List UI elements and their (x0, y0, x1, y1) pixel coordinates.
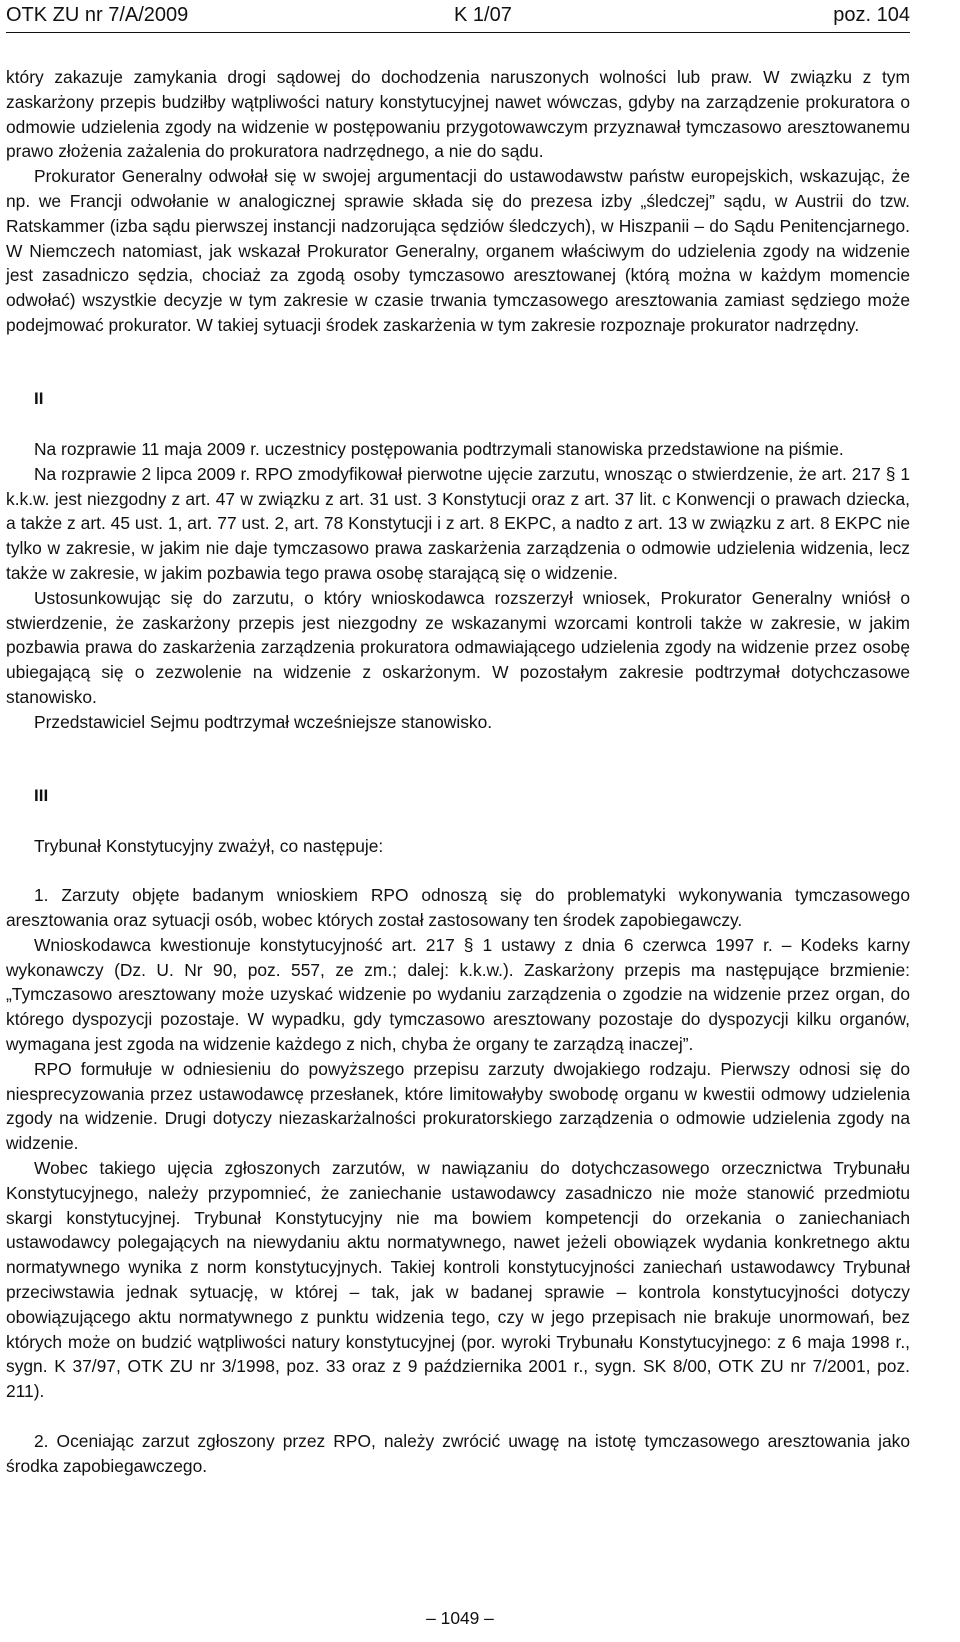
page-number: – 1049 – (426, 1608, 494, 1628)
spacer (6, 759, 910, 784)
document-body (6, 65, 910, 1478)
spacer (6, 338, 910, 363)
paragraph: Przedstawiciel Sejmu podtrzymał wcześniejsze stanowisko. (34, 711, 493, 732)
section-heading: III (34, 786, 49, 806)
paragraph: Ustosunkowując się do zarzutu, o który wnioskodawca rozszerzył wniosek, Prokurator Generalny wniósł o stwierdzenie, że zaskarżony przepis jest niezgodny ze wskazanymi wzorcami kontroli także w zakresie, w jakim pozbawia prawa do zaskarżenia zarządzenia prokuratora odmawiającego udzielenia zgody na widzenie przez osobę ubiegającą się o zezwolenie na widzenie z oskarżonym. W pozostałym zakresie podtrzymał dotychczasowe stanowisko. (6, 587, 910, 707)
running-header (6, 0, 910, 33)
position-number: poz. 104 (833, 4, 910, 26)
spacer (6, 859, 910, 884)
paragraph: który zakazuje zamykania drogi sądowej do dochodzenia naruszonych wolności lub praw. W związku z tym zaskarżony przepis budziłby wątpliwości natury konstytucyjnej nawet wówczas, gdyby na zarządzenie prokuratora o odmowie udzielenia zgody na widzenie w postępowaniu przygotowawczym przyznawał tymczasowo aresztowanemu prawo złożenia zażalenia do prokuratora nadrzędnego, a nie do sądu. (6, 67, 910, 162)
spacer (6, 1404, 910, 1429)
paragraph: 1. Zarzuty objęte badanym wnioskiem RPO odnoszą się do problematyki wykonywania tymczasowego aresztowania oraz sytuacji osób, wobec których został zastosowany ten środek zapobiegawczy. (6, 885, 910, 931)
paragraph: Na rozprawie 2 lipca 2009 r. RPO zmodyfikował pierwotne ujęcie zarzutu, wnosząc o stwierdzenie, że art. 217 § 1 k.k.w. jest niezgodny z art. 47 w związku z art. 31 ust. 3 Konstytucji oraz z art. 37 lit. c Konwencji o prawach dziecka, a także z art. 45 ust. 1, art. 77 ust. 2, art. 78 Konstytucji i z art. 8 EKPC, a nadto z art. 13 w związku z art. 8 EKPC nie tylko w zakresie, w jakim nie daje tymczasowo prawa zaskarżenia zarządzenia o odmowie udzielenia widzenia, lecz także w zakresie, w jakim pozbawia tego prawa osobę starającą się o widzenie. (6, 463, 910, 583)
journal-reference: OTK ZU nr 7/A/2009 (6, 4, 189, 26)
spacer (6, 363, 910, 388)
case-signature: K 1/07 (454, 4, 512, 26)
paragraph: Na rozprawie 11 maja 2009 r. uczestnicy postępowania podtrzymali stanowiska przedstawione na piśmie. (34, 438, 844, 459)
paragraph: RPO formułuje w odniesieniu do powyższego przepisu zarzuty dwojakiego rodzaju. Pierwszy odnosi się do niesprecyzowania przez ustawodawcę przesłanek, które limitowałyby swobodę organu w kwestii odmowy udzielenia zgody na widzenie. Drugi dotyczy niezaskarżalności prokuratorskiego zarządzenia o odmowie udzielenia zgody na widzenie. (6, 1058, 910, 1154)
paragraph: Prokurator Generalny odwołał się w swojej argumentacji do ustawodawstw państw europejskich, wskazując, że np. we Francji odwołanie w analogicznej sprawie składa się do prezesa izby „śledczej” sądu, w Austrii do tzw. Ratskammer (izba sądu pierwszej instancji nadzorująca sędziów śledczych), w Hiszpanii – do Sądu Penitencjarnego. W Niemczech natomiast, jak wskazał Prokurator Generalny, organem właściwym do udzielenia zgody na widzenie jest zasadniczo sędzia, chociaż za zgodą osoby tymczasowo aresztowanej (którą można w każdym momencie odwołać) wszystkie decyzje w tym zakresie w czasie trwania tymczasowego aresztowania zamiast sędziego może podejmować prokurator. W takiej sytuacji środek zaskarżenia w tym zakresie rozpoznaje prokurator nadrzędny. (6, 166, 910, 335)
paragraph: Wobec takiego ujęcia zgłoszonych zarzutów, w nawiązaniu do dotychczasowego orzecznictwa Trybunału Konstytucyjnego, należy przypomnieć, że zaniechanie ustawodawcy zasadniczo nie może stanowić przedmiotu skargi konstytucyjnej. Trybunał Konstytucyjny nie ma bowiem kompetencji do orzekania o zaniechaniach ustawodawcy polegających na niewydaniu aktu normatywnego, nawet jeżeli obowiązek wydania konkretnego aktu normatywnego wynika z norm konstytucyjnych. Takiej kontroli konstytucyjności zaniechań ustawodawcy Trybunał przeciwstawia jednak sytuację, w której – tak, jak w badanej sprawie – kontrola konstytucyjności dotyczy obowiązującego aktu normatywnego z punktu widzenia tego, czy w jego przepisach nie brakuje unormowań, bez których może on budzić wątpliwości natury konstytucyjnej (por. wyroki Trybunału Konstytucyjnego: z 6 maja 1998 r., sygn. K 37/97, OTK ZU nr 3/1998, poz. 33 oraz z 9 października 2001 r., sygn. SK 8/00, OTK ZU nr 7/2001, poz. 211). (6, 1158, 910, 1402)
paragraph: Wnioskodawca kwestionuje konstytucyjność art. 217 § 1 ustawy z dnia 6 czerwca 1997 r. – Kodeks karny wykonawczy (Dz. U. Nr 90, poz. 557, ze zm.; dalej: k.k.w.). Zaskarżony przepis ma następujące brzmienie: „Tymczasowo aresztowany może uzyskać widzenie po wydaniu zarządzenia o zgodzie na widzenie przez organ, do którego dyspozycji pozostaje. W wypadku, gdy tymczasowo aresztowany pozostaje do dyspozycji kilku organów, wymagana jest zgoda na widzenie każdego z nich, chyba że organy te zarządzą inaczej”. (6, 934, 910, 1055)
spacer (6, 412, 910, 437)
section-heading: II (34, 389, 44, 409)
paragraph: 2. Oceniając zarzut zgłoszony przez RPO, należy zwrócić uwagę na istotę tymczasowego aresztowania jako środka zapobiegawczego. (6, 1430, 910, 1476)
paragraph: Trybunał Konstytucyjny zważył, co następuje: (34, 835, 384, 856)
spacer (6, 735, 910, 760)
spacer (6, 809, 910, 834)
